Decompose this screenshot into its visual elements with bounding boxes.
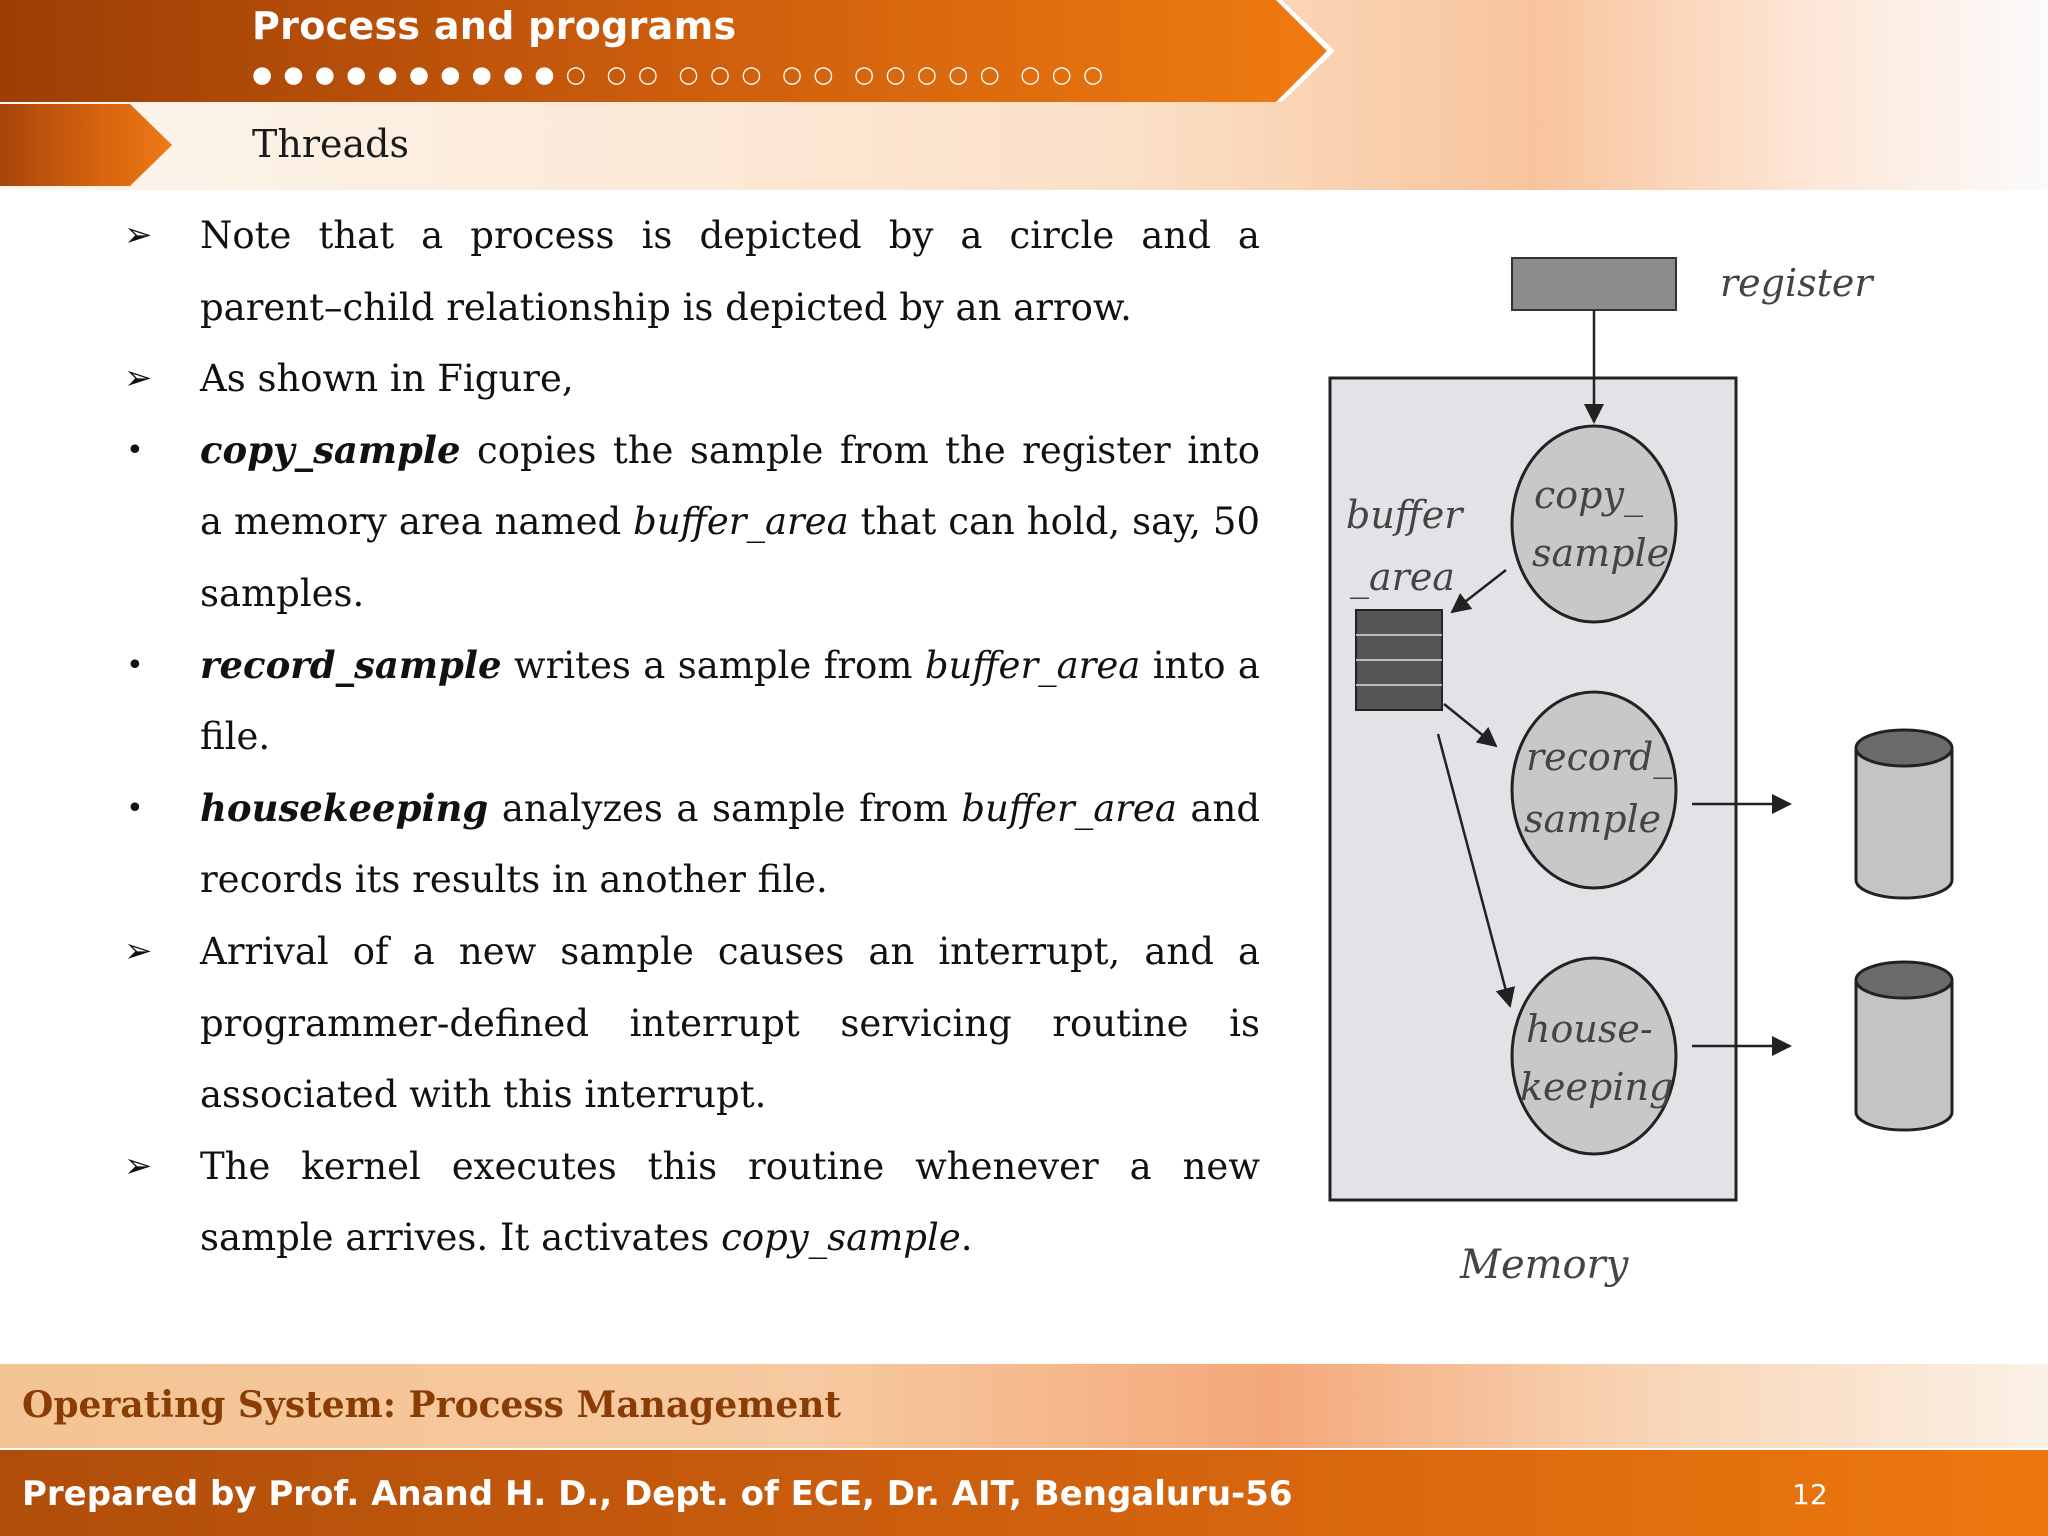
slide-title: Process and programs (252, 4, 737, 48)
emphasis-buffer-area: buffer_area (924, 643, 1141, 687)
dot-bullet-icon: • (126, 790, 144, 826)
arrow-bullet-icon: ➢ (124, 358, 153, 399)
point-2 (118, 343, 1260, 415)
point-1 (118, 200, 1260, 343)
bullet-record-sample (118, 630, 1260, 773)
arrow-bullet-icon: ➢ (124, 930, 153, 971)
emphasis-copy-sample: copy_sample (721, 1216, 961, 1260)
copy-sample-process (1512, 426, 1676, 622)
point-4 (118, 1131, 1260, 1274)
housekeeping-label-1: house- (1526, 1007, 1653, 1051)
dot-bullet-icon: • (126, 647, 144, 683)
term-copy-sample: copy_sample (200, 427, 461, 472)
bullet-text: copies the sample from the register into a memory area named (200, 428, 1260, 544)
record-sample-label-1: record_ (1526, 735, 1673, 779)
bullet-text: that can hold, say, 50 samples. (200, 500, 1261, 615)
bullet-text: analyzes a sample from (488, 786, 962, 830)
author-credit: Prepared by Prof. Anand H. D., Dept. of ECE, Dr. AIT, Bengaluru-56 (22, 1474, 1293, 1514)
progress-dots: ● ● ● ● ● ● ● ● ● ● ○ ○ ○ ○ ○ ○ ○ ○ ○ ○ ○ ○ ○ ○ ○ ○ (252, 62, 1106, 88)
emphasis-buffer-area: buffer_area (633, 500, 849, 544)
record-sample-label-2: sample (1524, 797, 1662, 841)
point-3-text: Arrival of a new sample causes an interrupt, and a programmer-defined interrupt servicing routine is associated with this interrupt. (200, 929, 1260, 1117)
slide-body (118, 200, 1260, 1274)
process-diagram (1320, 240, 2020, 1300)
buffer-label-2: _area (1350, 555, 1455, 599)
bullet-text: writes a sample from (501, 643, 925, 687)
buffer-label-1: buffer (1346, 493, 1463, 537)
housekeeping-label-2: keeping (1520, 1065, 1674, 1109)
point-1-text: Note that a process is depicted by a circle and a parent–child relationship is depicted by an arrow. (200, 214, 1260, 329)
bullet-text: and records its results in another file. (200, 786, 1260, 902)
bullet-text: into a file. (200, 643, 1260, 759)
page-number: 12 (1792, 1478, 1828, 1511)
housekeeping-process (1512, 958, 1676, 1154)
term-record-sample: record_sample (200, 642, 502, 687)
arrow-bullet-icon: ➢ (124, 1145, 153, 1186)
housekeeping-file-icon (1856, 962, 1952, 1130)
point-4-text: The kernel executes this routine whenever a new sample arrives. It activates (200, 1144, 1260, 1260)
dot-bullet-icon: • (126, 432, 144, 468)
emphasis-buffer-area: buffer_area (961, 786, 1177, 830)
slide-subtitle: Threads (252, 122, 409, 166)
record-sample-process (1512, 692, 1676, 888)
register-label: register (1720, 261, 1873, 305)
register-box (1512, 258, 1676, 310)
term-housekeeping: housekeeping (200, 785, 489, 830)
record-file-icon (1856, 730, 1952, 898)
point-4-end: . (960, 1216, 973, 1260)
course-title: Operating System: Process Management (22, 1384, 842, 1426)
arrow-bullet-icon: ➢ (124, 215, 153, 255)
point-2-text: As shown in Figure, (200, 357, 574, 401)
bullet-housekeeping (118, 773, 1260, 916)
point-3 (118, 916, 1260, 1131)
memory-label: Memory (1460, 1242, 1629, 1288)
copy-sample-label-2: sample (1532, 531, 1670, 575)
copy-sample-label-1: copy_ (1534, 473, 1643, 517)
bullet-copy-sample (118, 415, 1260, 630)
